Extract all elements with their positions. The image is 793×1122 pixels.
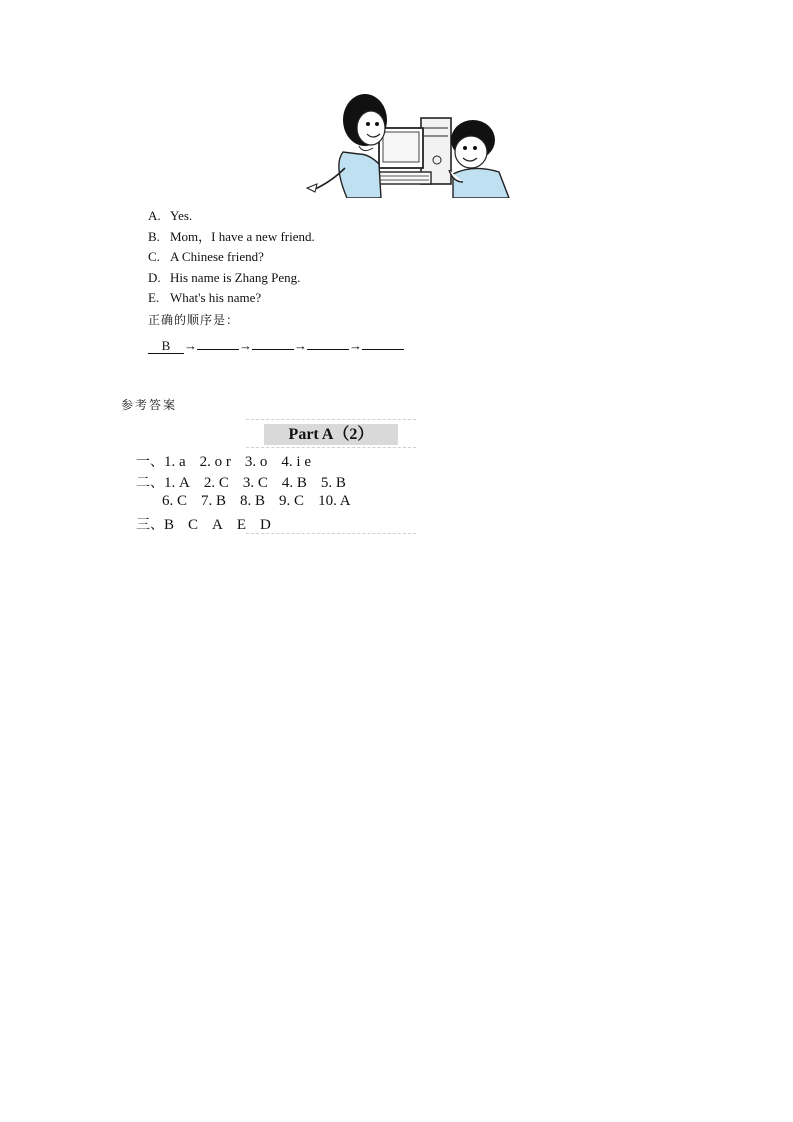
divider — [246, 447, 416, 448]
answers-title: 参考答案 — [121, 398, 178, 412]
arrow-icon: → — [294, 337, 307, 353]
order-blank-1[interactable]: B — [148, 339, 184, 354]
order-blank-2[interactable] — [197, 335, 239, 350]
order-blank-3[interactable] — [252, 335, 294, 350]
order-blanks — [148, 335, 404, 357]
mom-and-boy-illustration — [303, 90, 521, 198]
option-d: D. His name is Zhang Peng. — [148, 269, 301, 285]
option-a: A. Yes. — [148, 208, 193, 223]
option-e: E. What's his name? — [148, 290, 262, 306]
arrow-icon: → — [239, 337, 252, 353]
option-c: C. A Chinese friend? — [148, 249, 264, 265]
answer-key — [136, 419, 418, 535]
arrow-icon: → — [184, 337, 197, 353]
order-label: 正确的顺序是： — [148, 312, 240, 327]
answer-row-4: 三、B C A E D — [136, 517, 271, 533]
answer-row-1: 一、1. a 2. o r 3. o 4. i e — [136, 454, 311, 470]
answer-row-2: 二、1. A 2. C 3. C 4. B 5. B — [136, 475, 346, 491]
dialogue-options — [148, 206, 404, 356]
answer-row-3: 6. C 7. B 8. B 9. C 10. A — [162, 493, 351, 509]
option-b: B. Mom，I have a new friend. — [148, 228, 315, 244]
divider — [246, 419, 416, 420]
order-blank-5[interactable] — [362, 335, 404, 350]
order-blank-4[interactable] — [307, 335, 349, 350]
arrow-icon: → — [349, 337, 362, 353]
part-title: Part A（2） — [264, 424, 398, 445]
divider — [246, 533, 416, 534]
